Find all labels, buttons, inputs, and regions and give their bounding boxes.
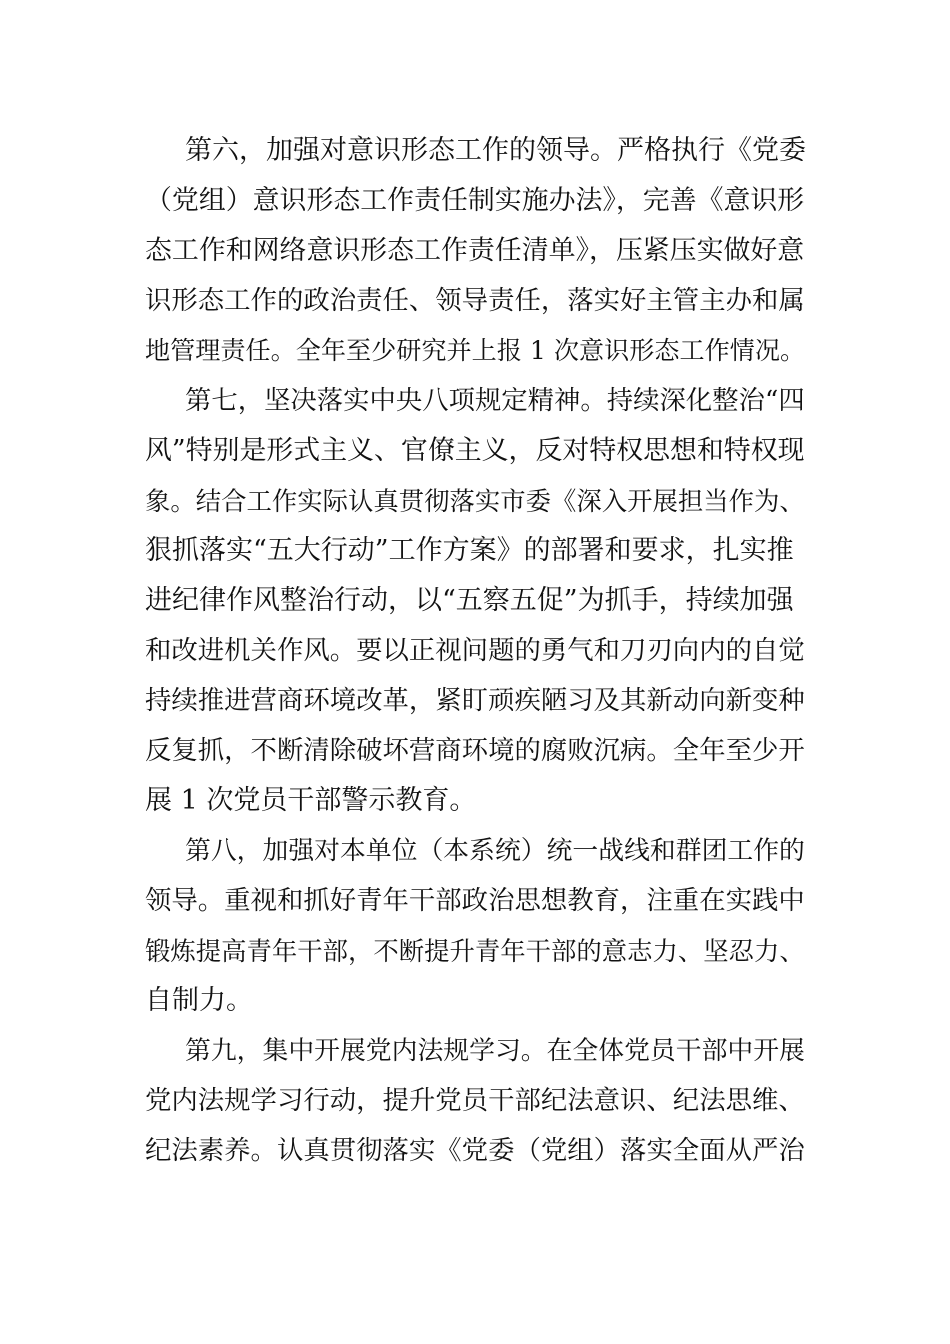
- text-line: 风”特别是形式主义、官僚主义，反对特权思想和特权现: [145, 435, 805, 466]
- text-line: 领导。重视和抓好青年干部政治思想教育，注重在实践中: [145, 885, 805, 916]
- text-line: 态工作和网络意识形态工作责任清单》，压紧压实做好意: [145, 235, 805, 266]
- text-line: 党内法规学习行动，提升党员干部纪法意识、纪法思维、: [145, 1085, 805, 1116]
- text-line: 狠抓落实“五大行动”工作方案》的部署和要求，扎实推: [145, 535, 794, 566]
- text-line: 地管理责任。全年至少研究并上报 1 次意识形态工作情况。: [145, 336, 806, 365]
- text-line: 持续推进营商环境改革，紧盯顽疾陋习及其新动向新变种: [145, 685, 805, 716]
- text-line: 纪法素养。认真贯彻落实《党委（党组）落实全面从严治: [145, 1135, 805, 1166]
- text-line: 象。结合工作实际认真贯彻落实市委《深入开展担当作为、: [145, 486, 805, 516]
- text-line: 第六，加强对意识形态工作的领导。严格执行《党委: [185, 135, 806, 166]
- text-line: 反复抓，不断清除破坏营商环境的腐败沉病。全年至少开: [145, 735, 805, 766]
- text-line: 自制力。: [145, 985, 253, 1016]
- text-line: 展 1 次党员干部警示教育。: [145, 785, 477, 816]
- text-line: 第七，坚决落实中央八项规定精神。持续深化整治“四: [185, 386, 805, 416]
- text-line: 锻炼提高青年干部，不断提升青年干部的意志力、坚忍力、: [145, 936, 805, 966]
- document-body: [145, 126, 805, 1176]
- text-line: （党组）意识形态工作责任制实施办法》，完善《意识形: [145, 185, 805, 216]
- text-line: 第八，加强对本单位（本系统）统一战线和群团工作的: [185, 836, 805, 866]
- text-line: 和改进机关作风。要以正视问题的勇气和刀刃向内的自觉: [145, 635, 805, 666]
- text-line: 进纪律作风整治行动，以“五察五促”为抓手，持续加强: [145, 585, 794, 616]
- text-line: 第九，集中开展党内法规学习。在全体党员干部中开展: [185, 1036, 805, 1066]
- text-line: 识形态工作的政治责任、领导责任，落实好主管主办和属: [145, 285, 805, 316]
